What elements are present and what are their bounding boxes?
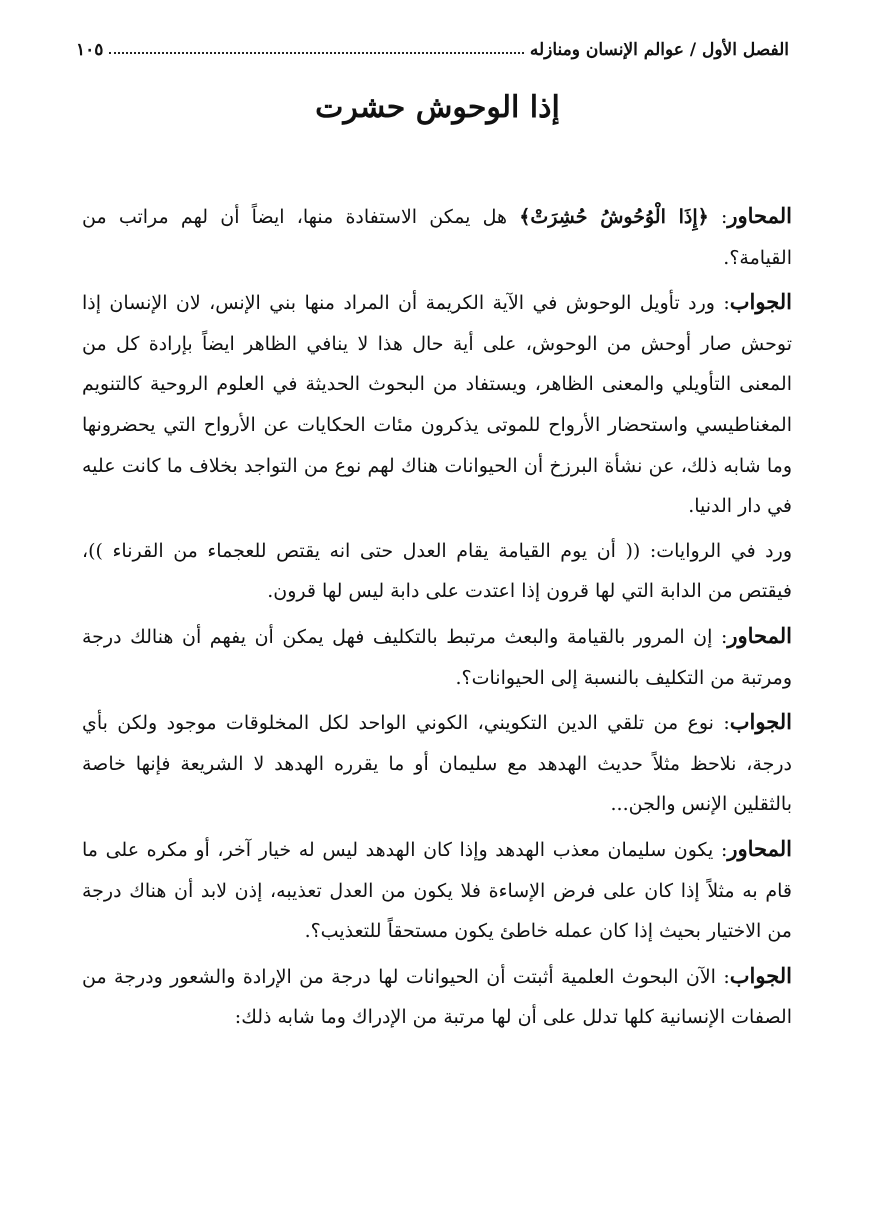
paragraph-text: إن المرور بالقيامة والبعث مرتبط بالتكليف فهل يمكن أن يفهم أن هنالك درجة ومرتبة من التكليف بالنسبة إلى الحيوانات؟. xyxy=(82,625,792,689)
running-header xyxy=(76,30,789,60)
body-text xyxy=(82,196,792,1042)
page-number: ١٠٥ xyxy=(76,40,104,60)
paragraph-text: الآن البحوث العلمية أثبتت أن الحيوانات لها درجة من الإرادة والشعور ودرجة من الصفات الإنسانية كلها تدلل على أن لها مرتبة من الإدراك وما شابه ذلك: xyxy=(82,965,792,1029)
paragraph-text: هل يمكن الاستفادة منها، ايضاً أن لهم مراتب من القيامة؟. xyxy=(82,206,792,269)
paragraph-text: ورد تأويل الوحوش في الآية الكريمة أن المراد منها بني الإنس، لان الإنسان إذا توحش صار أوحش من الوحوش، على أية حال هذا لا ينافي الظاهر ايضاً بإرادة كل من المعنى التأويلي والمعنى الظاهر، ويستفاد من البحوث الحديثة في العلوم الروحية كالتنويم المغناطيسي واستحضار الأرواح للموتى يذكرون مئات الحكايات عن الأرواح التي يحضرونها وما شابه ذلك، عن نشأة البرزخ أن الحيوانات هناك لهم نوع من التواجد بخلاف ما كانت عليه في دار الدنيا. xyxy=(82,292,792,518)
speaker-label: الجواب xyxy=(729,709,792,735)
speaker-label: الجواب xyxy=(729,962,792,988)
running-header-title: الفصل الأول / عوالم الإنسان ومنازله xyxy=(529,40,789,60)
paragraph-interviewer-2: المحاور: إن المرور بالقيامة والبعث مرتبط بالتكليف فهل يمكن أن يفهم أن هنالك درجة ومرتبة من التكليف بالنسبة إلى الحيوانات؟. xyxy=(82,622,792,689)
paragraph-answer-2: الجواب: نوع من تلقي الدين التكويني، الكوني الواحد لكل المخلوقات موجود ولكن بأي درجة، نلاحظ مثلاً حديث الهدهد مع سليمان أو ما يقرره الهدهد لا الشريعة فإنها خاصة بالثقلين الإنس والجن... xyxy=(82,709,792,816)
paragraph-narration xyxy=(82,531,792,612)
speaker-label: المحاور xyxy=(727,835,792,861)
paragraph-interviewer-1: المحاور: ﴿إِذَا الْوُحُوشُ حُشِرَتْ﴾ هل يمكن الاستفادة منها، ايضاً أن لهم مراتب من القيامة؟. xyxy=(82,203,792,269)
speaker-label: المحاور xyxy=(727,622,792,648)
quran-verse: ﴿إِذَا الْوُحُوشُ حُشِرَتْ﴾ xyxy=(519,206,709,228)
paragraph-answer-3: الجواب: الآن البحوث العلمية أثبتت أن الحيوانات لها درجة من الإرادة والشعور ودرجة من الصفات الإنسانية كلها تدلل على أن لها مرتبة من الإدراك وما شابه ذلك: xyxy=(82,962,792,1029)
paragraph-text: يكون سليمان معذب الهدهد وإذا كان الهدهد ليس له خيار آخر، أو مكره على ما قام به مثلاً إذا كان على فرض الإساءة فلا يكون من العدل تعذيبه، إذن لابد أن هناك درجة من الاختيار بحيث إذا كان عمله خاطئ يكون مستحقاً للتعذيب؟. xyxy=(82,838,792,943)
paragraph-answer-1: الجواب: ورد تأويل الوحوش في الآية الكريمة أن المراد منها بني الإنس، لان الإنسان إذا توحش صار أوحش من الوحوش، على أية حال هذا لا ينافي الظاهر ايضاً بإرادة كل من المعنى التأويلي والمعنى الظاهر، ويستفاد من البحوث الحديثة في العلوم الروحية كالتنويم المغناطيسي واستحضار الأرواح للموتى يذكرون مئات الحكايات عن الأرواح التي يحضرونها وما شابه ذلك، عن نشأة البرزخ أن الحيوانات هناك لهم نوع من التواجد بخلاف ما كانت عليه في دار الدنيا. xyxy=(82,289,792,518)
paragraph-text: ورد في الروايات: (( أن يوم القيامة يقام العدل حتى انه يقتص للعجماء من القرناء ))، فيقتص من الدابة التي لها قرون إذا اعتدت على دابة ليس لها قرون. xyxy=(82,539,792,603)
speaker-label: الجواب xyxy=(729,289,792,315)
header-dot-leader xyxy=(109,51,523,54)
paragraph-interviewer-3: المحاور: يكون سليمان معذب الهدهد وإذا كان الهدهد ليس له خيار آخر، أو مكره على ما قام به مثلاً إذا كان على فرض الإساءة فلا يكون من العدل تعذيبه، إذن لابد أن هناك درجة من الاختيار بحيث إذا كان عمله خاطئ يكون مستحقاً للتعذيب؟. xyxy=(82,835,792,943)
chapter-title: إذا الوحوش حشرت xyxy=(315,90,560,125)
speaker-label: المحاور xyxy=(727,203,792,228)
paragraph-text: نوع من تلقي الدين التكويني، الكوني الواحد لكل المخلوقات موجود ولكن بأي درجة، نلاحظ مثلاً حديث الهدهد مع سليمان أو ما يقرره الهدهد لا الشريعة فإنها خاصة بالثقلين الإنس والجن... xyxy=(82,712,792,816)
